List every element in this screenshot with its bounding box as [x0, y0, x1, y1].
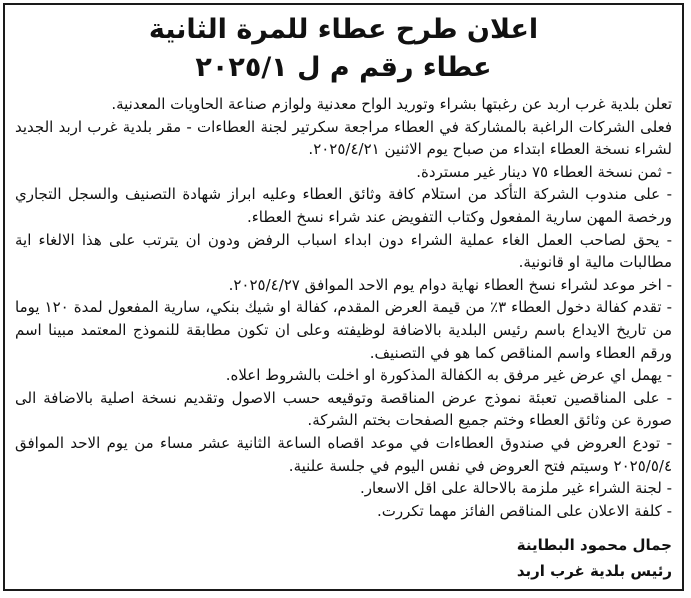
announcement-title: اعلان طرح عطاء للمرة الثانية — [148, 14, 539, 45]
clause-bid-form: - على المناقصين تعبئة نموذج عرض المناقصة وتوقيعه حسب الاصول وتقديم نسخة اصلية بالاضافة الى صورة عن وثائق العطاء وختم جميع الصفحات بختم الشركة. — [15, 388, 672, 430]
announcement-document — [15, 9, 672, 585]
clause-bid-bond: - تقدم كفالة دخول العطاء ٣٪ من قيمة العرض المقدم، كفالة او شيك بنكي، سارية المفعول لمدة ١٢٠ يوما من تاريخ الايداع باسم رئيس البلدية بالاضافة لوظيفته وعلى ان تكون مطابقة للنموذج المعتمد مبينا اسم ورقم العطاء واسم المناقص كما هو في التصنيف. — [15, 298, 672, 362]
clause-purchase-deadline: - اخر موعد لشراء نسخ العطاء نهاية دوام يوم الاحد الموافق ٢٠٢٥/٤/٢٧. — [228, 275, 672, 294]
clause-representative: - على مندوب الشركة التأكد من استلام كافة وثائق العطاء وعليه ابراز شهادة التصنيف والسجل التجاري ورخصة المهن سارية المفعول وكتاب التفويض عند شراء نسخ العطاء. — [15, 185, 672, 226]
clause-cancellation: - يحق لصاحب العمل الغاء عملية الشراء دون ابداء اسباب الرفض ودون ان يترتب على هذا الالغاء اية مطالبات مالية او قانونية. — [15, 230, 672, 272]
clause-lowest-price: - لجنة الشراء غير ملزمة بالاحالة على اقل الاسعار. — [360, 479, 672, 498]
clause-submission: - تودع العروض في صندوق العطاءات في موعد اقصاه الساعة الثانية عشر مساء من يوم الاحد الموافق ٢٠٢٥/٥/٤ وسيتم فتح العروض في نفس اليوم في جلسة علنية. — [15, 433, 672, 475]
tender-number: عطاء رقم م ل ٢٠٢٥/١ — [195, 52, 492, 83]
clause-copy-price: - ثمن نسخة العطاء ٧٥ دينار غير مستردة. — [416, 162, 672, 181]
clause-ad-cost: - كلفة الاعلان على المناقص الفائز مهما تكررت. — [376, 501, 672, 520]
announcement-body — [15, 93, 672, 522]
signatory-name: جمال محمود البطاينة — [516, 536, 672, 555]
signatory-position: رئيس بلدية غرب اربد — [516, 562, 672, 581]
announcement-frame — [3, 3, 684, 591]
paragraph-purchase-info: فعلى الشركات الراغبة بالمشاركة في العطاء مراجعة سكرتير لجنة العطاءات - مقر بلدية غرب اربد الجديد لشراء نسخة العطاء ابتداء من صباح يوم الاثنين ٢٠٢٥/٤/٢١. — [15, 117, 672, 159]
clause-rejection: - يهمل اي عرض غير مرفق به الكفالة المذكورة او اخلت بالشروط اعلاه. — [225, 366, 672, 385]
signature-block — [15, 532, 672, 584]
paragraph-intro: تعلن بلدية غرب اربد عن رغبتها بشراء وتوريد الواح معدنية ولوازم صناعة الحاويات المعدنية. — [111, 95, 672, 113]
